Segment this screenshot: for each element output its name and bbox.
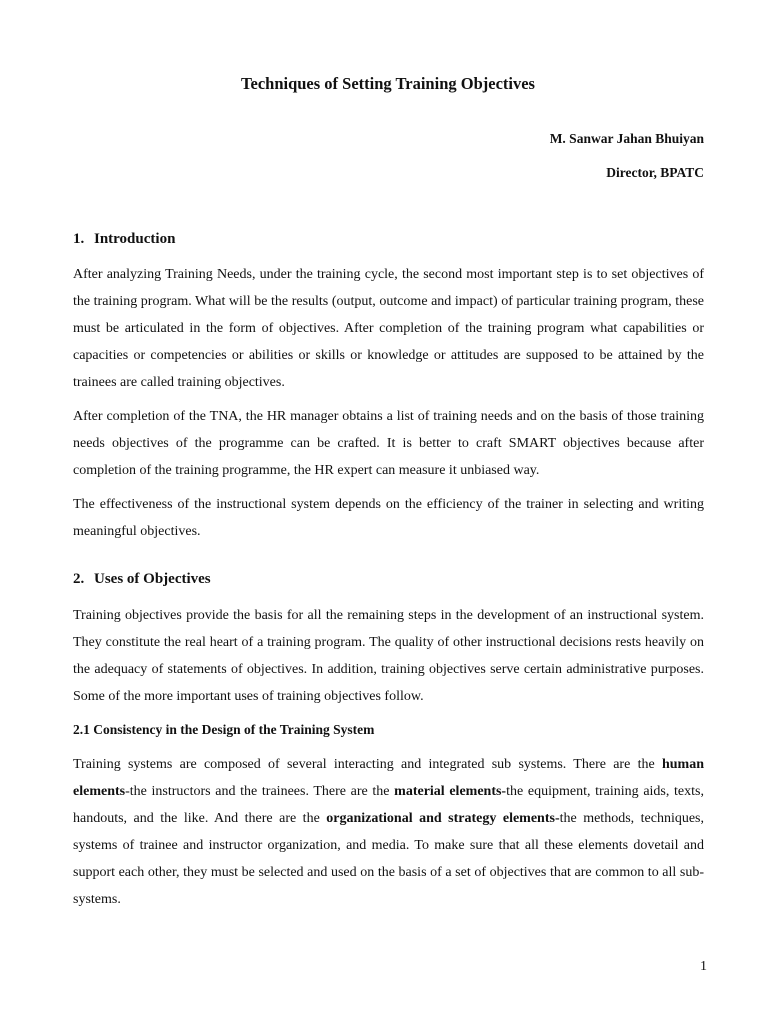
section-1-title: Introduction: [94, 231, 176, 247]
page-number: 1: [700, 959, 707, 974]
text-run: -the instructors and the trainees. There are the: [125, 784, 395, 799]
section-1-paragraph-2: After completion of the TNA, the HR manager obtains a list of training needs and on the basis of those training needs objectives of the programme can be crafted. It is better to craft SMART objectives because after completion of the training programme, the HR expert can measure it unbiased way.: [73, 409, 704, 478]
bold-term-human-elements: human elements: [73, 757, 704, 799]
section-1-paragraph-1: After analyzing Training Needs, under the training cycle, the second most important step is to set objectives of the training program. What will be the results (output, outcome and impact) of particular training program, these must be articulated in the form of objectives. After completion of the training program what capabilities or capacities or competencies or abilities or skills or knowledge or attitudes are supposed to be attained by the trainees are called training objectives.: [73, 267, 704, 390]
bold-term-organizational-elements: organizational and strategy elements-: [326, 811, 560, 826]
text-run: the methods, techniques, systems of trainee and instructor organization, and media. To make sure that all these elements dovetail and support each other, they must be selected and used on the basis of a set of objectives that are common to all sub-systems.: [73, 811, 704, 907]
section-2-heading: [73, 571, 211, 588]
subsection-2-1-paragraph: [73, 751, 704, 913]
section-2-title: Uses of Objectives: [94, 571, 211, 587]
bold-term-material-elements: material elements-: [394, 784, 507, 799]
section-2-number: 2.: [73, 571, 85, 587]
section-1-paragraph-3: The effectiveness of the instructional system depends on the efficiency of the trainer in selecting and writing meaningful objectives.: [73, 497, 704, 539]
text-run: Training systems are composed of several interacting and integrated sub systems. There are the: [73, 757, 662, 772]
author-name: M. Sanwar Jahan Bhuiyan: [549, 131, 704, 146]
text-run: the equipment, training aids, texts, handouts, and the like. And there are the: [73, 784, 704, 826]
author-affiliation: Director, BPATC: [606, 165, 704, 180]
section-1-number: 1.: [73, 231, 85, 247]
subsection-2-1-heading: 2.1 Consistency in the Design of the Training System: [73, 722, 375, 737]
document-title: Techniques of Setting Training Objectives: [241, 74, 535, 93]
section-2-paragraph-1: Training objectives provide the basis for all the remaining steps in the development of an instructional system. They constitute the real heart of a training program. The quality of other instructional decisions rests heavily on the adequacy of statements of objectives. In addition, training objectives serve certain administrative purposes. Some of the more important uses of training objectives follow.: [73, 608, 704, 704]
section-1-heading: [73, 231, 175, 248]
